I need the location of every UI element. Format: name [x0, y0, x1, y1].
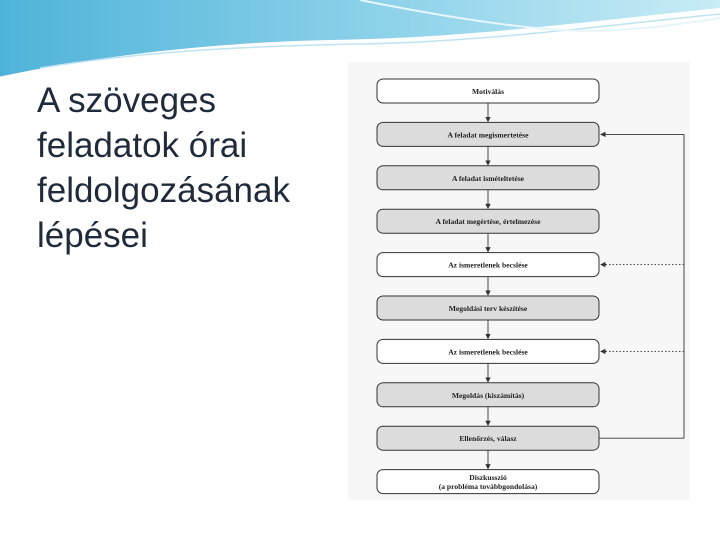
flow-step-label: Ellenőrzés, válasz	[459, 434, 517, 444]
slide-title-line: lépései	[37, 216, 148, 255]
flow-step-label: Az ismeretlenek becslése	[448, 347, 528, 357]
flow-step-label: A feladat megértése, értelmezése	[435, 217, 541, 227]
flow-step-label: Az ismeretlenek becslése	[448, 260, 528, 270]
flow-step-label: (a probléma továbbgondolása)	[438, 482, 538, 492]
slide-title-line: A szöveges	[37, 81, 216, 120]
flowchart	[348, 62, 690, 500]
slide-title	[37, 78, 337, 258]
slide-title-line: feladatok órai	[37, 126, 248, 165]
flow-step-label: Megoldási terv készítése	[448, 304, 528, 313]
flow-step-label: A feladat ismételtetése	[451, 173, 525, 183]
slide-title-line: feldolgozásának	[37, 171, 290, 210]
flow-step-label: Diszkusszió	[469, 473, 507, 483]
flowchart-panel	[348, 62, 690, 500]
flow-step-label: Motiválás	[471, 87, 505, 96]
flow-step-label: A feladat megismertetése	[447, 130, 529, 140]
flow-step-label: Megoldás (kiszámítás)	[451, 390, 525, 400]
